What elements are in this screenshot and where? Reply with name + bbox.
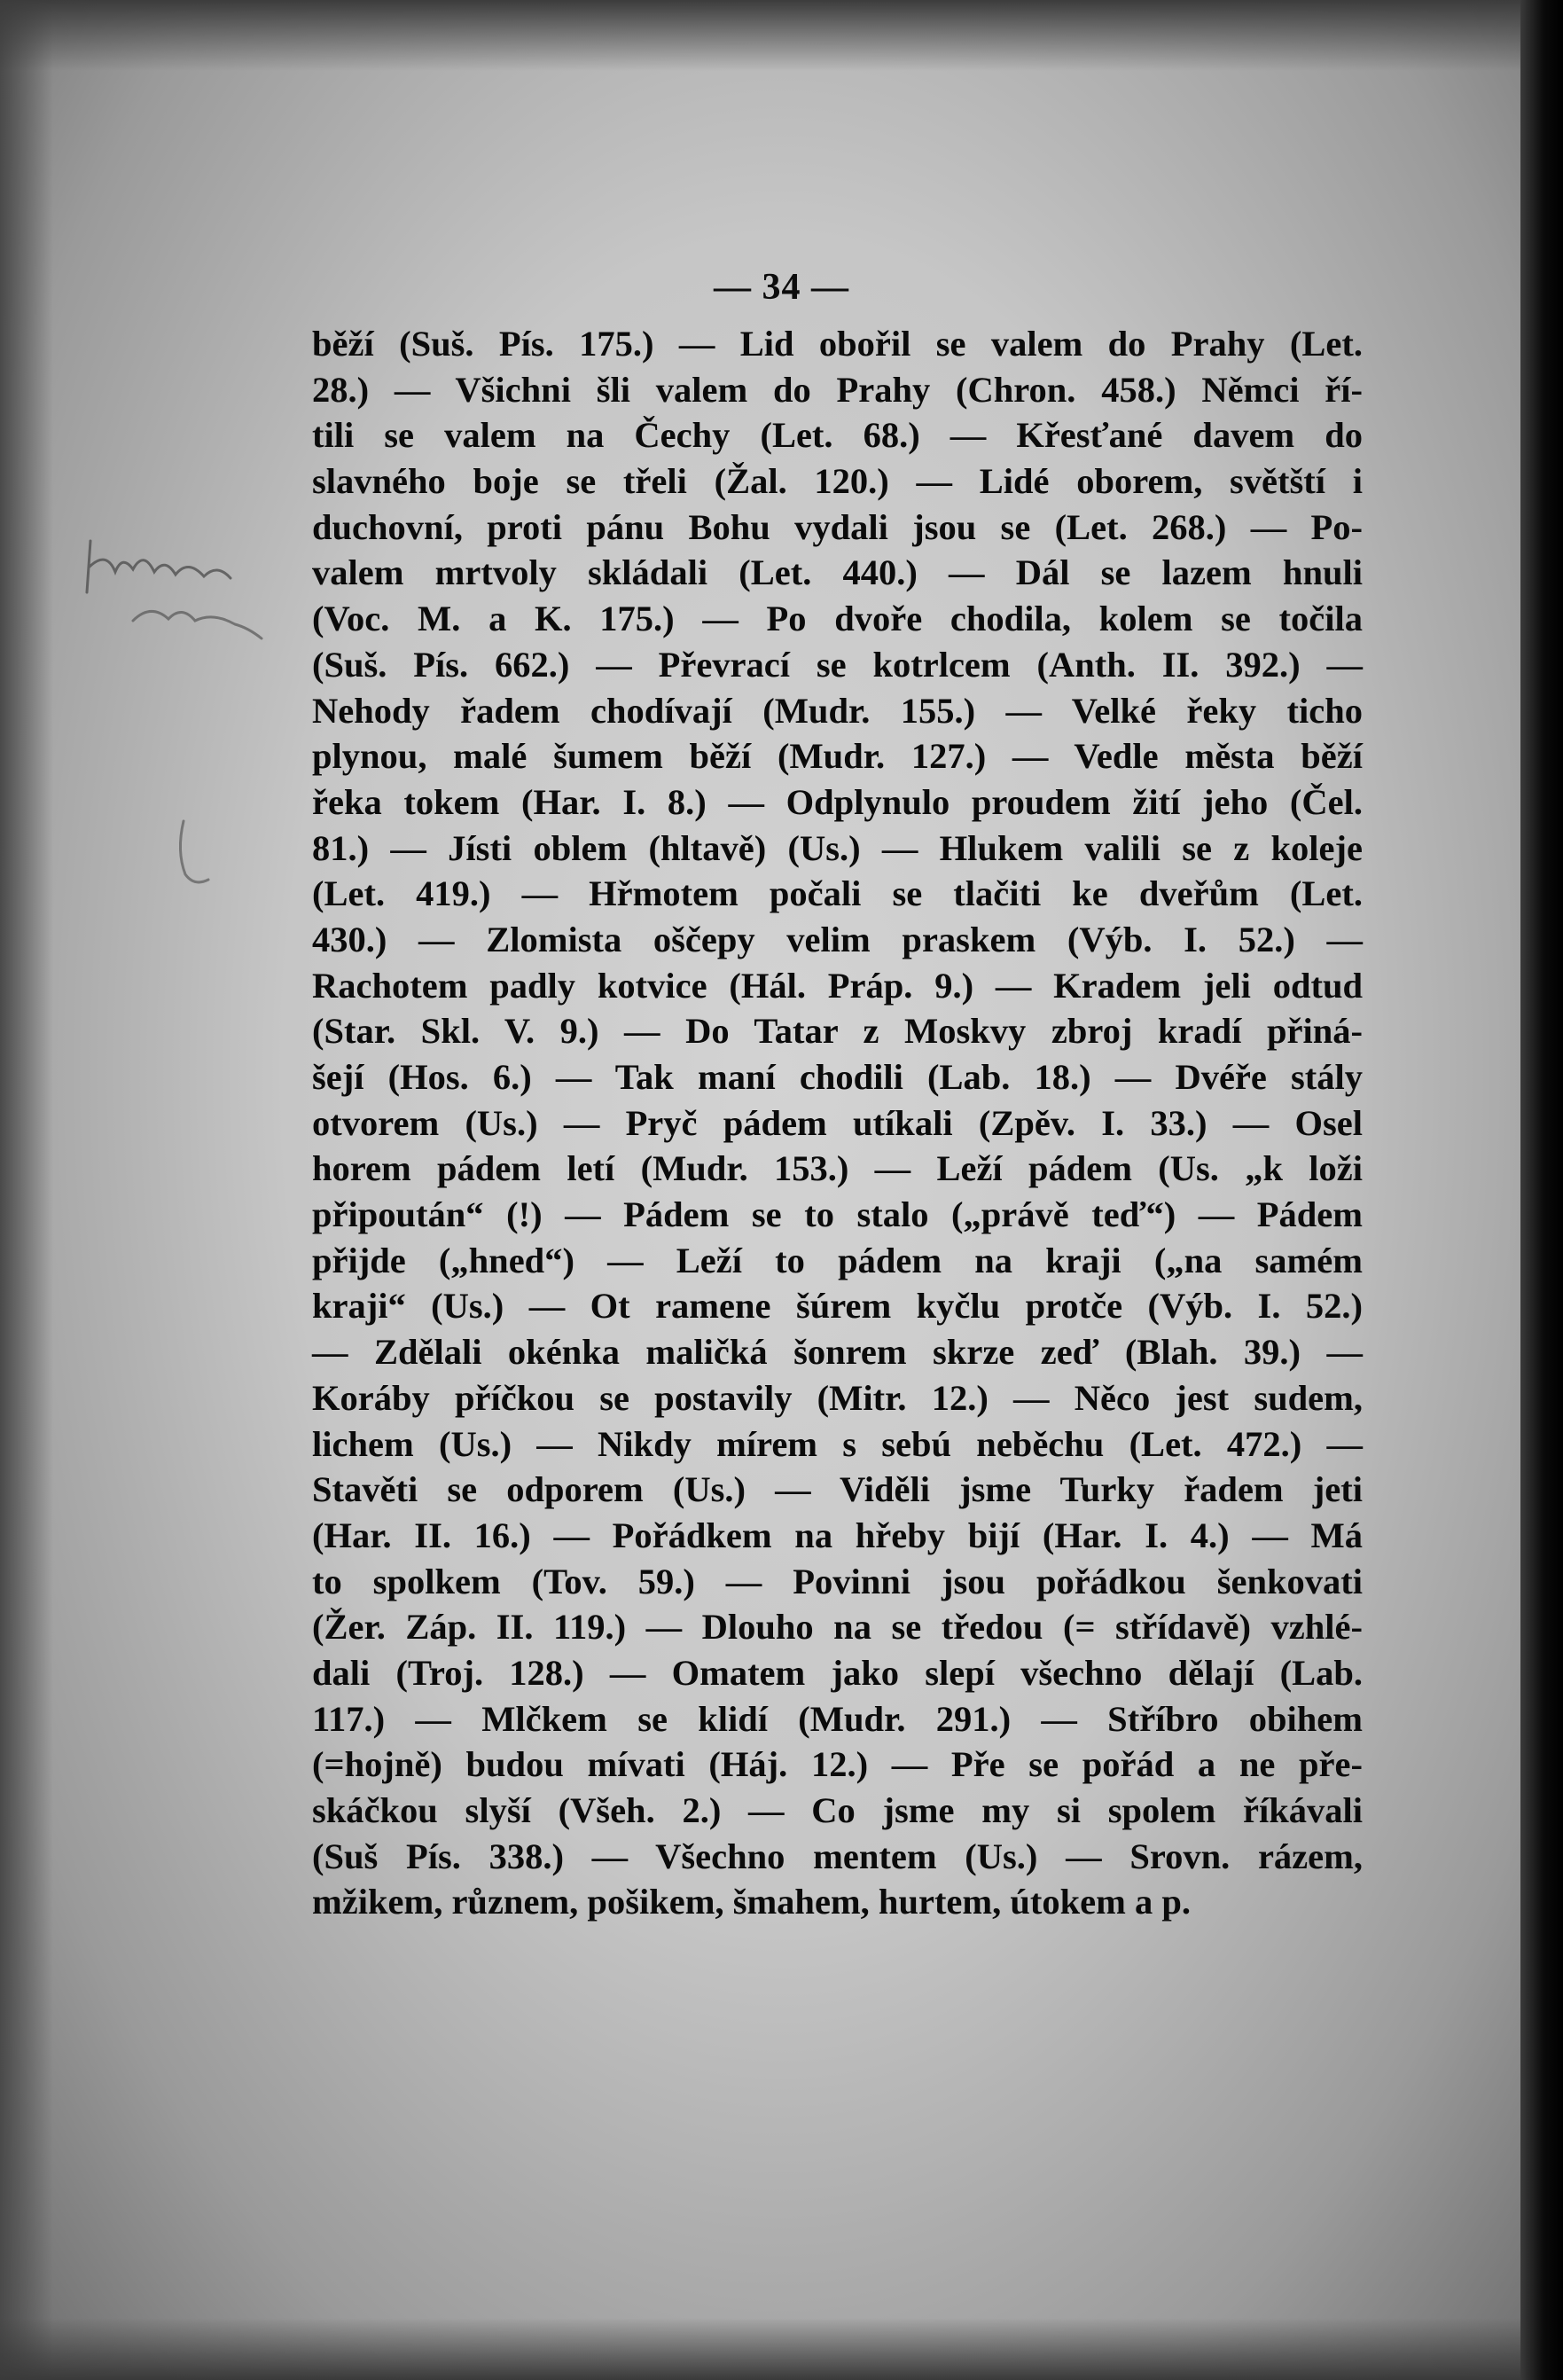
text-line: plynou, malé šumem běží (Mudr. 127.) — Vedle města běží	[312, 736, 1363, 777]
pencil-marginalia	[80, 523, 275, 656]
text-line: běží (Suš. Pís. 175.) — Lid obořil se valem do Prahy (Let.	[312, 324, 1363, 364]
pencil-mark	[173, 816, 226, 896]
text-line: otvorem (Us.) — Pryč pádem utíkali (Zpěv. I. 33.) — Osel	[312, 1102, 1363, 1143]
text-line: (Suš Pís. 338.) — Všechno mentem (Us.) — Srovn. rázem,	[312, 1836, 1363, 1876]
text-line: tili se valem na Čechy (Let. 68.) — Křesťané davem do	[312, 415, 1363, 456]
page-top-shadow	[0, 0, 1563, 71]
text-line: řeka tokem (Har. I. 8.) — Odplynulo proudem žití jeho (Čel.	[312, 781, 1363, 822]
text-line-last: mžikem, různem, pošikem, šmahem, hurtem, útokem a p.	[312, 1882, 1192, 1922]
body-text	[312, 321, 1363, 1925]
text-line: kraji“ (Us.) — Ot ramene šúrem kyčlu protče (Výb. I. 52.)	[312, 1286, 1363, 1327]
text-line: dali (Troj. 128.) — Omatem jako slepí všechno dělají (Lab.	[312, 1652, 1363, 1693]
text-line: 81.) — Jísti oblem (hltavě) (Us.) — Hlukem valili se z koleje	[312, 827, 1363, 868]
text-line: Nehody řadem chodívají (Mudr. 155.) — Velké řeky ticho	[312, 690, 1363, 731]
text-line: duchovní, proti pánu Bohu vydali jsou se (Let. 268.) — Po-	[312, 506, 1363, 547]
text-line: (Žer. Záp. II. 119.) — Dlouho na se tředou (= střídavě) vzhlé-	[312, 1607, 1363, 1648]
text-line: valem mrtvoly skládali (Let. 440.) — Dál se lazem hnuli	[312, 552, 1363, 593]
page-right-edge	[1520, 0, 1563, 2380]
text-line: 430.) — Zlomista oščepy velim praskem (Výb. I. 52.) —	[312, 919, 1363, 959]
text-line: horem pádem letí (Mudr. 153.) — Leží pádem (Us. „k loži	[312, 1148, 1363, 1189]
text-line: lichem (Us.) — Nikdy mírem s sebú neběchu (Let. 472.) —	[312, 1423, 1363, 1464]
text-line: připoután“ (!) — Pádem se to stalo („právě teď“) — Pádem	[312, 1194, 1363, 1235]
text-line: (Voc. M. a K. 175.) — Po dvoře chodila, kolem se točila	[312, 599, 1363, 639]
text-line: (=hojně) budou mívati (Háj. 12.) — Pře se pořád a ne pře-	[312, 1744, 1363, 1785]
text-line: Rachotem padly kotvice (Hál. Práp. 9.) — Kradem jeli odtud	[312, 965, 1363, 1006]
page-left-shadow	[0, 0, 53, 2380]
text-line: (Star. Skl. V. 9.) — Do Tatar z Moskvy zbroj kradí přiná-	[312, 1011, 1363, 1052]
text-line: (Let. 419.) — Hřmotem počali se tlačiti ke dveřům (Let.	[312, 873, 1363, 914]
text-line: to spolkem (Tov. 59.) — Povinni jsou pořádkou šenkovati	[312, 1561, 1363, 1601]
text-line: skáčkou slyší (Všeh. 2.) — Co jsme my si spolem říkávali	[312, 1790, 1363, 1830]
page-bottom-shadow	[0, 2318, 1563, 2380]
text-line: Stavěti se odporem (Us.) — Viděli jsme Turky řadem jeti	[312, 1469, 1363, 1510]
text-line: přijde („hned“) — Leží to pádem na kraji („na samém	[312, 1240, 1363, 1280]
text-line: — Zdělali okénka maličká šonrem skrze zeď (Blah. 39.) —	[312, 1332, 1363, 1373]
text-line: slavného boje se třeli (Žal. 120.) — Lidé oborem, světští i	[312, 461, 1363, 502]
text-line: (Suš. Pís. 662.) — Převrací se kotrlcem (Anth. II. 392.) —	[312, 644, 1363, 685]
text-line: 117.) — Mlčkem se klidí (Mudr. 291.) — Stříbro obihem	[312, 1698, 1363, 1739]
text-line: (Har. II. 16.) — Pořádkem na hřeby bijí (Har. I. 4.) — Má	[312, 1515, 1363, 1555]
page-number: — 34 —	[714, 267, 849, 308]
text-line: 28.) — Všichni šli valem do Prahy (Chron. 458.) Němci ří-	[312, 369, 1363, 410]
text-line: Koráby příčkou se postavily (Mitr. 12.) — Něco jest sudem,	[312, 1377, 1363, 1418]
text-line: šejí (Hos. 6.) — Tak maní chodili (Lab. 18.) — Dvéře stály	[312, 1057, 1363, 1097]
